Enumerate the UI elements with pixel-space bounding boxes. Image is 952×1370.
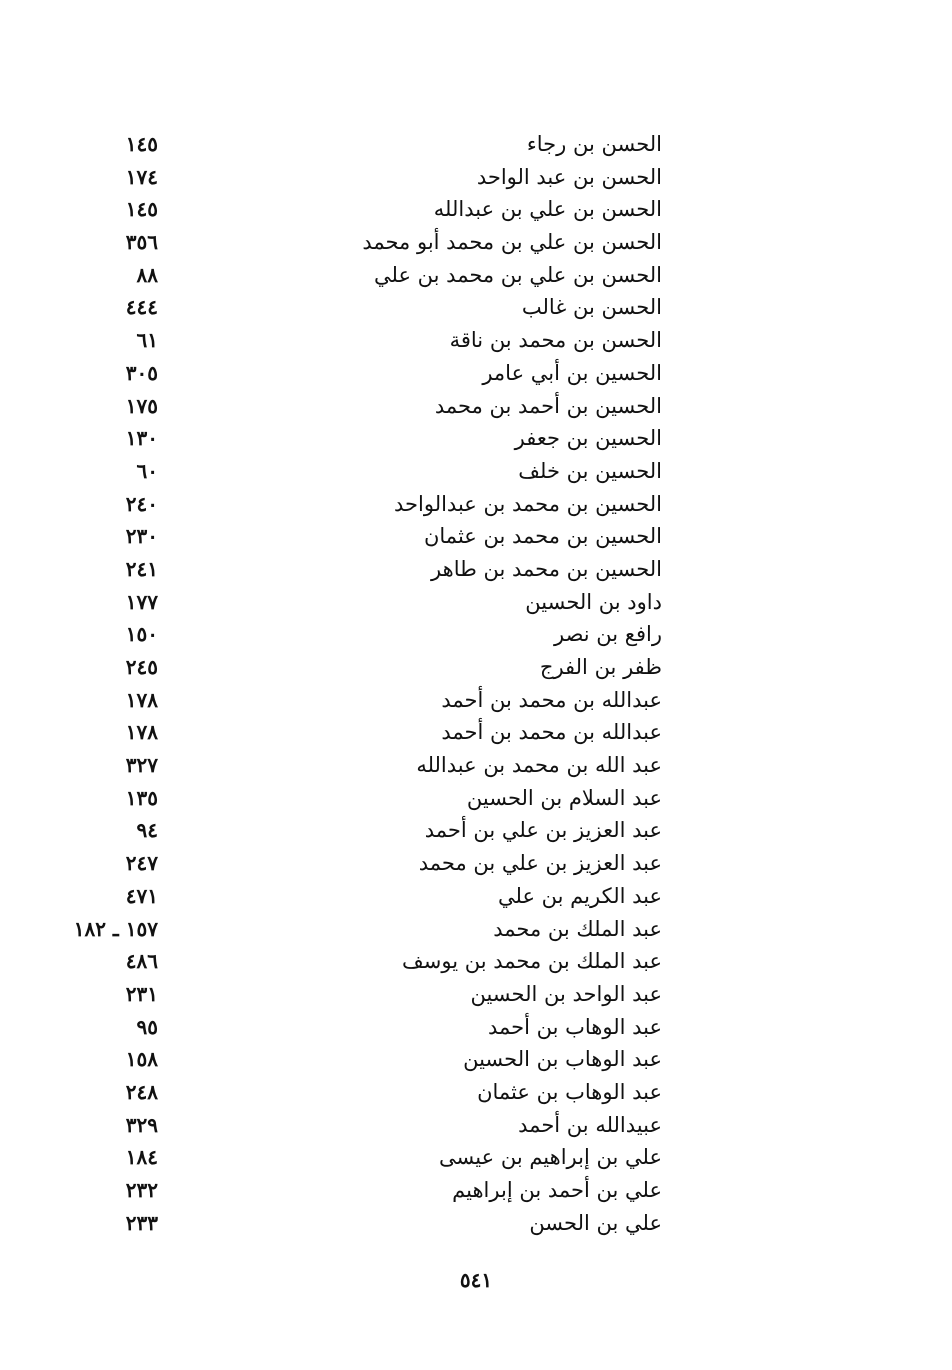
- index-entry: [0, 1109, 952, 1142]
- entry-page-ref: ٣٥٦: [125, 230, 158, 255]
- entry-name: الحسن بن محمد بن ناقة: [449, 328, 662, 353]
- index-entry: [0, 291, 952, 324]
- index-entry: [0, 716, 952, 749]
- entry-page-ref: ٢٣٠: [125, 524, 158, 549]
- index-entry: [0, 749, 952, 782]
- entry-page-ref: ١٥٨: [125, 1047, 158, 1072]
- entry-name: عبد الوهاب بن عثمان: [477, 1079, 662, 1104]
- entry-page-ref: ١٧٨: [125, 720, 158, 745]
- entry-name: عبد العزيز بن علي بن أحمد: [424, 818, 662, 843]
- entry-page-ref: ٦٠: [136, 458, 158, 483]
- entry-name: الحسين بن محمد بن عثمان: [423, 524, 662, 549]
- entry-page-ref: ٣٢٩: [125, 1112, 158, 1137]
- index-entry: [0, 128, 952, 161]
- index-entry: [0, 684, 952, 717]
- index-entry: [0, 782, 952, 815]
- entry-page-ref: ١٨٤: [125, 1145, 158, 1170]
- entry-name: الحسن بن غالب: [521, 295, 662, 320]
- index-entry: [0, 1076, 952, 1109]
- entry-page-ref: ٢٣٣: [125, 1210, 158, 1235]
- entry-name: عبد الوهاب بن أحمد: [487, 1014, 662, 1039]
- entry-page-ref: ١٧٤: [125, 164, 158, 189]
- index-entry: [0, 390, 952, 423]
- index-entry: [0, 259, 952, 292]
- entry-name: عبد العزيز بن علي بن محمد: [418, 851, 662, 876]
- entry-name: عبد الملك بن محمد: [493, 916, 662, 941]
- entry-page-ref: ١٧٨: [125, 687, 158, 712]
- entry-name: علي بن إبراهيم بن عيسى: [439, 1145, 662, 1170]
- index-entry: [0, 488, 952, 521]
- index-entry: [0, 161, 952, 194]
- index-entry: [0, 553, 952, 586]
- entry-page-ref: ٩٥: [136, 1014, 158, 1039]
- index-entry: [0, 651, 952, 684]
- entry-page-ref: ١٧٧: [125, 589, 158, 614]
- entry-name: عبدالله بن محمد بن أحمد: [441, 720, 662, 745]
- entry-name: ظفر بن الفرج: [539, 655, 662, 679]
- entry-page-ref: ١٥٠: [125, 622, 158, 647]
- index-entry: [0, 1174, 952, 1207]
- index-entry: [0, 945, 952, 978]
- page-number: ٥٤١: [459, 1268, 493, 1292]
- entry-page-ref: ٦١: [136, 328, 158, 353]
- entry-name: الحسن بن علي بن محمد أبو محمد: [362, 230, 662, 255]
- entry-page-ref: ٤٧١: [125, 883, 158, 908]
- entry-name: رافع بن نصر: [553, 622, 662, 647]
- entry-name: الحسن بن عبد الواحد: [476, 164, 662, 189]
- index-entry: [0, 1043, 952, 1076]
- entry-name: علي بن الحسن: [529, 1210, 662, 1235]
- entry-name: الحسين بن محمد بن عبدالواحد: [394, 491, 662, 516]
- entry-name: عبد الواحد بن الحسين: [470, 981, 662, 1006]
- entry-page-ref: ١٣٥: [125, 785, 158, 810]
- entry-name: عبد السلام بن الحسين: [466, 785, 662, 810]
- index-entry: [0, 1141, 952, 1174]
- entry-name: الحسين بن أبي عامر: [482, 360, 662, 385]
- entry-page-ref: ٢٤٥: [125, 655, 158, 679]
- entry-name: الحسين بن محمد بن طاهر: [431, 556, 662, 581]
- entry-page-ref: ٢٣١: [125, 981, 158, 1006]
- index-entry: [0, 586, 952, 619]
- entry-name: عبد الملك بن محمد بن يوسف: [402, 949, 662, 974]
- index-entry: [0, 357, 952, 390]
- entry-page-ref: ٢٤٧: [125, 851, 158, 876]
- entry-name: الحسين بن خلف: [518, 458, 662, 483]
- entry-page-ref: ١٤٥: [125, 132, 158, 156]
- index-entry: [0, 1011, 952, 1044]
- entry-page-ref: ٤٤٤: [125, 295, 158, 320]
- index-entry: [0, 814, 952, 847]
- entry-page-ref: ٨٨: [136, 262, 158, 287]
- index-entry: [0, 226, 952, 259]
- entry-page-ref: ١٧٥: [125, 393, 158, 418]
- entry-page-ref: ٢٤٨: [125, 1079, 158, 1104]
- index-entry: [0, 324, 952, 357]
- entry-name: عبدالله بن محمد بن أحمد: [441, 687, 662, 712]
- entry-page-ref: ٢٤٠: [125, 491, 158, 516]
- entry-name: علي بن أحمد بن إبراهيم: [452, 1178, 662, 1202]
- index-entry: [0, 847, 952, 880]
- entry-name: داود بن الحسين: [525, 589, 662, 614]
- entry-name: الحسن بن رجاء: [526, 132, 662, 156]
- index-entry: [0, 455, 952, 488]
- entry-name: عبيدالله بن أحمد: [518, 1112, 662, 1137]
- entry-page-ref: ٩٤: [136, 818, 158, 843]
- index-entry: [0, 978, 952, 1011]
- entry-name: عبد الله بن محمد بن عبدالله: [416, 753, 662, 778]
- index-entry: [0, 422, 952, 455]
- index-entry: [0, 913, 952, 946]
- index-entry: [0, 193, 952, 226]
- index-entry: [0, 520, 952, 553]
- entry-page-ref: ٢٣٢: [125, 1178, 158, 1202]
- index-entry: [0, 880, 952, 913]
- entry-page-ref: ١٥٧ ـ ١٨٢: [73, 916, 158, 941]
- entry-page-ref: ٣٠٥: [125, 360, 158, 385]
- entry-name: عبد الوهاب بن الحسين: [463, 1047, 662, 1072]
- entry-name: الحسين بن أحمد بن محمد: [434, 393, 662, 418]
- entry-page-ref: ٢٤١: [125, 556, 158, 581]
- entry-page-ref: ١٣٠: [125, 426, 158, 451]
- index-entry: [0, 618, 952, 651]
- entry-page-ref: ١٤٥: [125, 197, 158, 222]
- entry-name: الحسين بن جعفر: [514, 426, 662, 451]
- entry-name: عبد الكريم بن علي: [498, 883, 662, 908]
- entry-name: الحسن بن علي بن محمد بن علي: [374, 262, 662, 287]
- entry-page-ref: ٣٢٧: [125, 753, 158, 778]
- entry-page-ref: ٤٨٦: [125, 949, 158, 974]
- entry-name: الحسن بن علي بن عبدالله: [433, 197, 662, 222]
- index-list: [0, 128, 952, 1239]
- index-entry: [0, 1207, 952, 1240]
